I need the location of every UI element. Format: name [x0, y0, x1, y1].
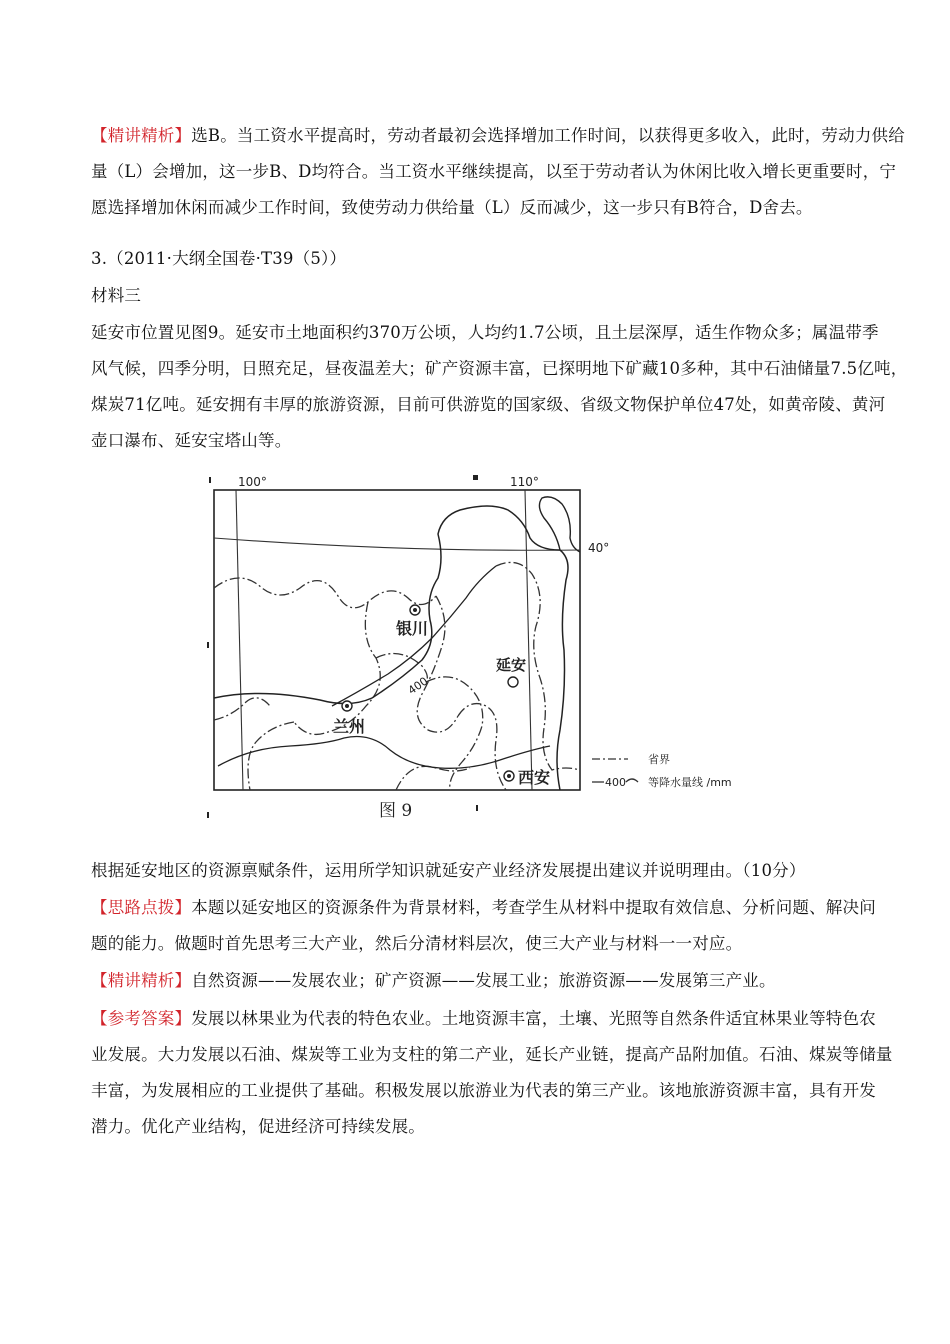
- legend-iso-label: 等降水量线 /mm: [648, 776, 732, 789]
- material-title: 材料三: [91, 286, 142, 305]
- material-line-2: 风气候，四季分明，日照充足，昼夜温差大；矿产资源丰富，已探明地下矿藏10多种，其中石油储量7.5亿吨，: [91, 359, 908, 378]
- river-wei: [218, 737, 550, 769]
- city-label-yinchuan: 银川: [396, 619, 429, 638]
- lon-label-100: 100°: [238, 475, 267, 489]
- map-legend: [592, 752, 732, 789]
- material-line-4: 壶口瀑布、延安宝塔山等。: [91, 431, 292, 450]
- city-label-yanan: 延安: [496, 656, 527, 674]
- city-yanan: [496, 656, 526, 687]
- scan-mark: [476, 805, 478, 811]
- analysis-line-2: 量（L）会增加，这一步B、D均符合。当工资水平继续提高，以至于劳动者认为休闲比收入增长更重要时，宁: [91, 162, 897, 181]
- scan-mark: [473, 475, 478, 480]
- city-xian: [504, 768, 550, 787]
- jingjiang-paragraph: 【精讲精析】自然资源——发展农业；矿产资源——发展工业；旅游资源——发展第三产业。: [91, 971, 776, 990]
- meridian-100: [236, 490, 243, 790]
- yellow-river: [214, 506, 568, 790]
- jingjiang-tag: 【精讲精析】: [91, 971, 192, 990]
- legend-province-label: 省界: [648, 753, 670, 766]
- answer-line-4: 潜力。优化产业结构，促进经济可持续发展。: [91, 1117, 425, 1136]
- answer-paragraph: [91, 1001, 893, 1145]
- city-yinchuan: [396, 605, 428, 638]
- isoline-label: 400: [405, 674, 431, 698]
- scan-mark: [207, 812, 209, 818]
- answer-tag: 【参考答案】: [91, 1009, 192, 1028]
- lat-label-40: 40°: [588, 541, 610, 555]
- answer-line-2: 业发展。大力发展以石油、煤炭等工业为支柱的第二产业，延长产业链，提高产品附加值。石油、煤炭等储量: [91, 1045, 893, 1064]
- silu-line-2: 题的能力。做题时首先思考三大产业，然后分清材料层次，使三大产业与材料一一对应。: [91, 934, 743, 953]
- map-figure-9: [200, 470, 760, 830]
- scan-mark: [209, 477, 211, 483]
- silu-paragraph: [91, 890, 876, 962]
- city-label-lanzhou: 兰州: [333, 717, 366, 736]
- legend-iso-line-end: [626, 779, 638, 782]
- lon-label-110: 110°: [510, 475, 539, 489]
- parallel-40: [214, 538, 580, 550]
- material-line-3: 煤炭71亿吨。延安拥有丰厚的旅游资源，目前可供游览的国家级、省级文物保护单位47处，如黄帝陵、黄河: [91, 395, 886, 414]
- question-number: 3.（2011·大纲全国卷·T39（5））: [91, 249, 347, 268]
- province-boundaries: [214, 562, 580, 790]
- material-line-1: 延安市位置见图9。延安市土地面积约370万公顷，人均约1.7公顷，且土层深厚，适生作物众多；属温带季: [91, 323, 879, 342]
- scan-mark: [207, 642, 209, 648]
- northeast-boundary: [539, 497, 580, 552]
- analysis-line-3: 愿选择增加休闲而减少工作时间，致使劳动力供给量（L）反而减少，这一步只有B符合，D舍去。: [91, 198, 813, 217]
- analysis-paragraph-1: [91, 118, 905, 226]
- map-frame: [214, 490, 580, 790]
- map-svg: [200, 470, 760, 830]
- legend-iso-value: 400: [605, 776, 626, 789]
- material-paragraph: [91, 315, 908, 459]
- answer-line-1: 【参考答案】发展以林果业为代表的特色农业。土地资源丰富，土壤、光照等自然条件适宜林果业等特色农: [91, 1009, 876, 1028]
- answer-line-3: 丰富，为发展相应的工业提供了基础。积极发展以旅游业为代表的第三产业。该地旅游资源丰富，具有开发: [91, 1081, 876, 1100]
- question-text: 根据延安地区的资源禀赋条件，运用所学知识就延安产业经济发展提出建议并说明理由。（10分）: [91, 861, 806, 880]
- silu-tag: 【思路点拨】: [91, 898, 192, 917]
- city-label-xian: 西安: [518, 768, 551, 787]
- analysis-line-1: 【精讲精析】选B。当工资水平提高时，劳动者最初会选择增加工作时间，以获得更多收入，此时，劳动力供给: [91, 126, 905, 145]
- city-lanzhou: [333, 701, 365, 736]
- silu-line-1: 【思路点拨】本题以延安地区的资源条件为背景材料，考查学生从材料中提取有效信息、分析问题、解决问: [91, 898, 876, 917]
- analysis-tag: 【精讲精析】: [91, 126, 192, 145]
- figure-caption: 图 9: [379, 801, 413, 821]
